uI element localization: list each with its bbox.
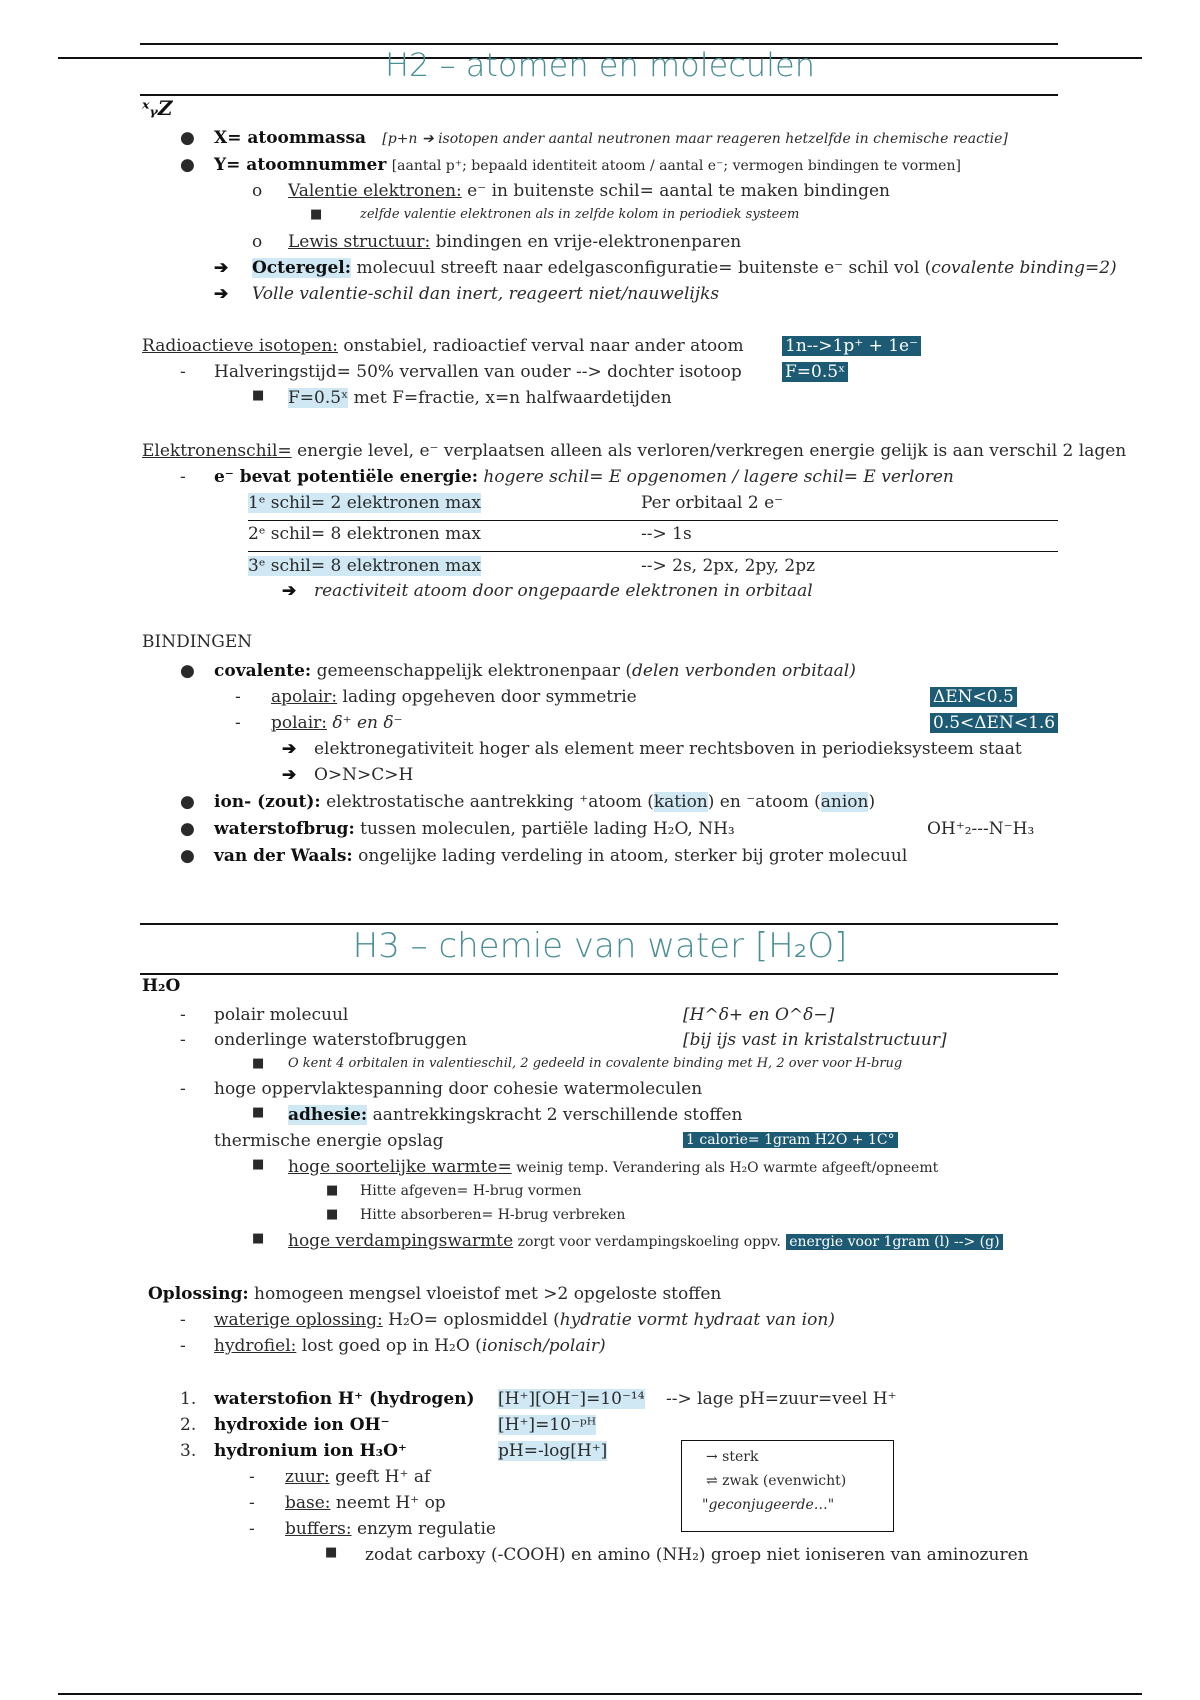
apolair-text: lading opgeheven door symmetrie — [337, 687, 637, 707]
top-rule — [140, 43, 1058, 45]
halv-text: Halveringstijd= 50% vervallen van ouder --> dochter isotoop — [214, 362, 742, 382]
verdamp-box: energie voor 1gram (l) --> (g) — [786, 1234, 1002, 1250]
octet-italic: covalente binding=2) — [931, 258, 1117, 278]
octet-term: Octeregel: — [252, 258, 352, 278]
ion-num-2: 2. — [180, 1415, 197, 1435]
buffers-term: buffers: — [285, 1519, 352, 1539]
ion-label-3: hydronium ion H₃O⁺ — [214, 1441, 407, 1461]
h2-title-underline — [140, 94, 1058, 96]
lewis-text: bindingen en vrije-elektronenparen — [430, 232, 742, 252]
soort-text: weinig temp. Verandering als H₂O warmte afgeeft/opneemt — [511, 1160, 939, 1176]
schil-row-3-left: 3ᵉ schil= 8 elektronen max — [248, 556, 481, 576]
oplossing-text: homogeen mengsel vloeistof met >2 opgeloste stoffen — [248, 1284, 722, 1304]
ion-label-2: hydroxide ion OH⁻ — [214, 1415, 390, 1435]
wsb-right-h3: [bij ijs vast in kristalstructuur] — [683, 1030, 947, 1050]
buffers-sub: zodat carboxy (-COOH) en amino (NH₂) groep niet ioniseren van aminozuren — [365, 1545, 1029, 1565]
radio-box-2: F=0.5ˣ — [782, 362, 848, 382]
base-term: base: — [285, 1493, 331, 1513]
radio-box-1: 1n-->1p⁺ + 1e⁻ — [782, 336, 921, 356]
arrow-icon: ➔ — [282, 765, 297, 785]
ion-text-3: ) — [868, 792, 876, 812]
adhesie-term: adhesie: — [288, 1105, 368, 1125]
oplossing-term: Oplossing: — [148, 1284, 249, 1304]
valentie-sub: zelfde valentie elektronen als in zelfde kolom in periodiek systeem — [360, 207, 800, 222]
ion-formula-1: [H⁺][OH⁻]=10⁻¹⁴ — [498, 1389, 645, 1409]
hydrofiel-term: hydrofiel: — [214, 1336, 297, 1356]
formula-hl: F=0.5ˣ — [288, 388, 349, 408]
schil-row-1-left: 1ᵉ schil= 2 elektronen max — [248, 493, 481, 513]
waterstofbruggen: onderlinge waterstofbruggen — [214, 1030, 467, 1050]
ion-anion: anion — [820, 792, 869, 812]
table-divider — [248, 520, 1058, 521]
polair-term: polair: — [271, 713, 327, 733]
cov-term: covalente: — [214, 661, 312, 681]
apolair-box: ΔEN<0.5 — [930, 687, 1017, 707]
verdamp-text: zorgt voor verdampingskoeling oppv. — [513, 1234, 781, 1250]
ion-formula-3: pH=-log[H⁺] — [498, 1441, 608, 1461]
acid-base-box — [681, 1440, 894, 1532]
polair-box: 0.5<ΔEN<1.6 — [930, 713, 1058, 733]
order-text: O>N>C>H — [314, 765, 414, 785]
cov-text: gemeenschappelijk elektronenpaar ( — [311, 661, 633, 681]
buffers-text: enzym regulatie — [351, 1519, 496, 1539]
x-label: X= atoommassa — [214, 128, 367, 148]
waterig-term: waterige oplossing: — [214, 1310, 383, 1330]
bindingen-head: BINDINGEN — [142, 632, 253, 652]
thermisch-box: 1 calorie= 1gram H2O + 1C° — [683, 1132, 898, 1148]
ion-num-1: 1. — [180, 1389, 197, 1409]
y-label: Y= atoomnummer — [214, 155, 387, 175]
base-text: neemt H⁺ op — [330, 1493, 446, 1513]
oppervlaktespanning: hoge oppervlaktespanning door cohesie watermoleculen — [214, 1079, 703, 1099]
volle-text: Volle valentie-schil dan inert, reageert niet/nauwelijks — [252, 284, 720, 304]
formula-text: met F=fractie, x=n halfwaardetijden — [348, 388, 672, 408]
ion-formula-2: [H⁺]=10⁻ᵖᴴ — [498, 1415, 597, 1435]
box-line-3: "geconjugeerde…" — [702, 1497, 835, 1513]
h3-top-rule — [140, 923, 1058, 925]
schil-row-2-right: --> 1s — [641, 524, 692, 544]
en-text: elektronegativiteit hoger als element meer rechtsboven in periodieksysteem staat — [314, 739, 1022, 759]
wsb-text: tussen moleculen, partiële lading H₂O, NH₃ — [354, 819, 735, 839]
radio-text: onstabiel, radioactief verval naar ander atoom — [338, 336, 744, 356]
hydrofiel-italic: ionisch/polair) — [481, 1336, 606, 1356]
table-divider — [248, 551, 1058, 552]
radio-line — [142, 336, 744, 356]
ion-num-3: 3. — [180, 1441, 197, 1461]
schil-row-3-right: --> 2s, 2px, 2py, 2pz — [641, 556, 816, 576]
ion-term: ion- (zout): — [214, 792, 321, 812]
schil-line — [142, 441, 1126, 461]
apolair-term: apolair: — [271, 687, 338, 707]
schil-text: energie level, e⁻ verplaatsen alleen als verloren/verkregen energie gelijk is aan verschil 2 lagen — [291, 441, 1127, 461]
waterig-text: H₂O= oplosmiddel ( — [382, 1310, 560, 1330]
potentiele-term: e⁻ bevat potentiële energie: — [214, 467, 479, 487]
y-note: [aantal p⁺; bepaald identiteit atoom / aantal e⁻; vermogen bindingen te vormen] — [391, 158, 961, 174]
vdw-text: ongelijke lading verdeling in atoom, sterker bij groter molecuul — [352, 846, 908, 866]
octet-text: molecuul streeft naar edelgasconfiguratie= buitenste e⁻ schil vol ( — [351, 258, 932, 278]
ion-text-1: elektrostatische aantrekking ⁺atoom ( — [320, 792, 654, 812]
x-note: [p+n ➔ isotopen ander aantal neutronen maar reageren hetzelfde in chemische reactie] — [382, 131, 1008, 147]
arrow-icon: ➔ — [282, 581, 297, 601]
h3-title-underline — [140, 973, 1058, 975]
verdamp-term: hoge verdampingswarmte — [288, 1231, 514, 1251]
ion-kation: kation — [653, 792, 708, 812]
schil-row-2-left: 2ᵉ schil= 8 elektronen max — [248, 524, 481, 544]
zuur-text: geeft H⁺ af — [329, 1467, 431, 1487]
bottom-rule — [58, 1693, 1142, 1695]
hitte-1: Hitte afgeven= H-brug vormen — [360, 1183, 582, 1199]
h2-title: H2 – atomen en moleculen — [384, 46, 815, 84]
reactiviteit: reactiviteit atoom door ongepaarde elektronen in orbitaal — [314, 581, 813, 601]
h3-head: H₂O — [142, 976, 181, 996]
schil-term: Elektronenschil= — [142, 441, 292, 461]
oplossing-line — [148, 1284, 721, 1304]
valentie-text: e⁻ in buitenste schil= aantal te maken bindingen — [461, 181, 890, 201]
h3-title: H3 – chemie van water [H₂O] — [352, 926, 848, 966]
schil-row-1-right: Per orbitaal 2 e⁻ — [641, 493, 784, 513]
box-line-2: ⇌ zwak (evenwicht) — [706, 1473, 847, 1489]
cov-italic: delen verbonden orbitaal) — [632, 661, 856, 681]
ph-note: --> lage pH=zuur=veel H⁺ — [666, 1389, 897, 1409]
hydrofiel-text: lost goed op in H₂O ( — [296, 1336, 482, 1356]
arrow-icon: ➔ — [214, 258, 229, 278]
ion-label-1: waterstofion H⁺ (hydrogen) — [214, 1389, 475, 1409]
wsb-term: waterstofbrug: — [214, 819, 355, 839]
soort-term: hoge soortelijke warmte= — [288, 1157, 512, 1177]
arrow-icon: ➔ — [214, 284, 229, 304]
thermisch: thermische energie opslag — [214, 1131, 444, 1151]
hitte-2: Hitte absorberen= H-brug verbreken — [360, 1207, 626, 1223]
zuur-term: zuur: — [285, 1467, 330, 1487]
lewis-term: Lewis structuur: — [288, 232, 431, 252]
arrow-icon: ➔ — [282, 739, 297, 759]
wsb-right: OH⁺₂---N⁻H₃ — [927, 819, 1035, 839]
waterig-italic: hydratie vormt hydraat van ion) — [559, 1310, 835, 1330]
polair-right: [H^δ+ en O^δ−] — [683, 1005, 835, 1025]
box-line-1: → sterk — [706, 1449, 759, 1465]
orbitalen: O kent 4 orbitalen in valentieschil, 2 gedeeld in covalente binding met H, 2 over voor H-brug — [288, 1056, 903, 1071]
valentie-term: Valentie elektronen: — [288, 181, 462, 201]
polair-text: δ⁺ en δ⁻ — [326, 713, 403, 733]
polair-molecuul: polair molecuul — [214, 1005, 349, 1025]
potentiele-text: hogere schil= E opgenomen / lagere schil= E verloren — [478, 467, 954, 487]
radio-term: Radioactieve isotopen: — [142, 336, 339, 356]
vdw-term: van der Waals: — [214, 846, 353, 866]
notation: ˣᵧZ — [142, 96, 173, 120]
adhesie-text: aantrekkingskracht 2 verschillende stoffen — [367, 1105, 743, 1125]
ion-text-2: ) en ⁻atoom ( — [707, 792, 821, 812]
